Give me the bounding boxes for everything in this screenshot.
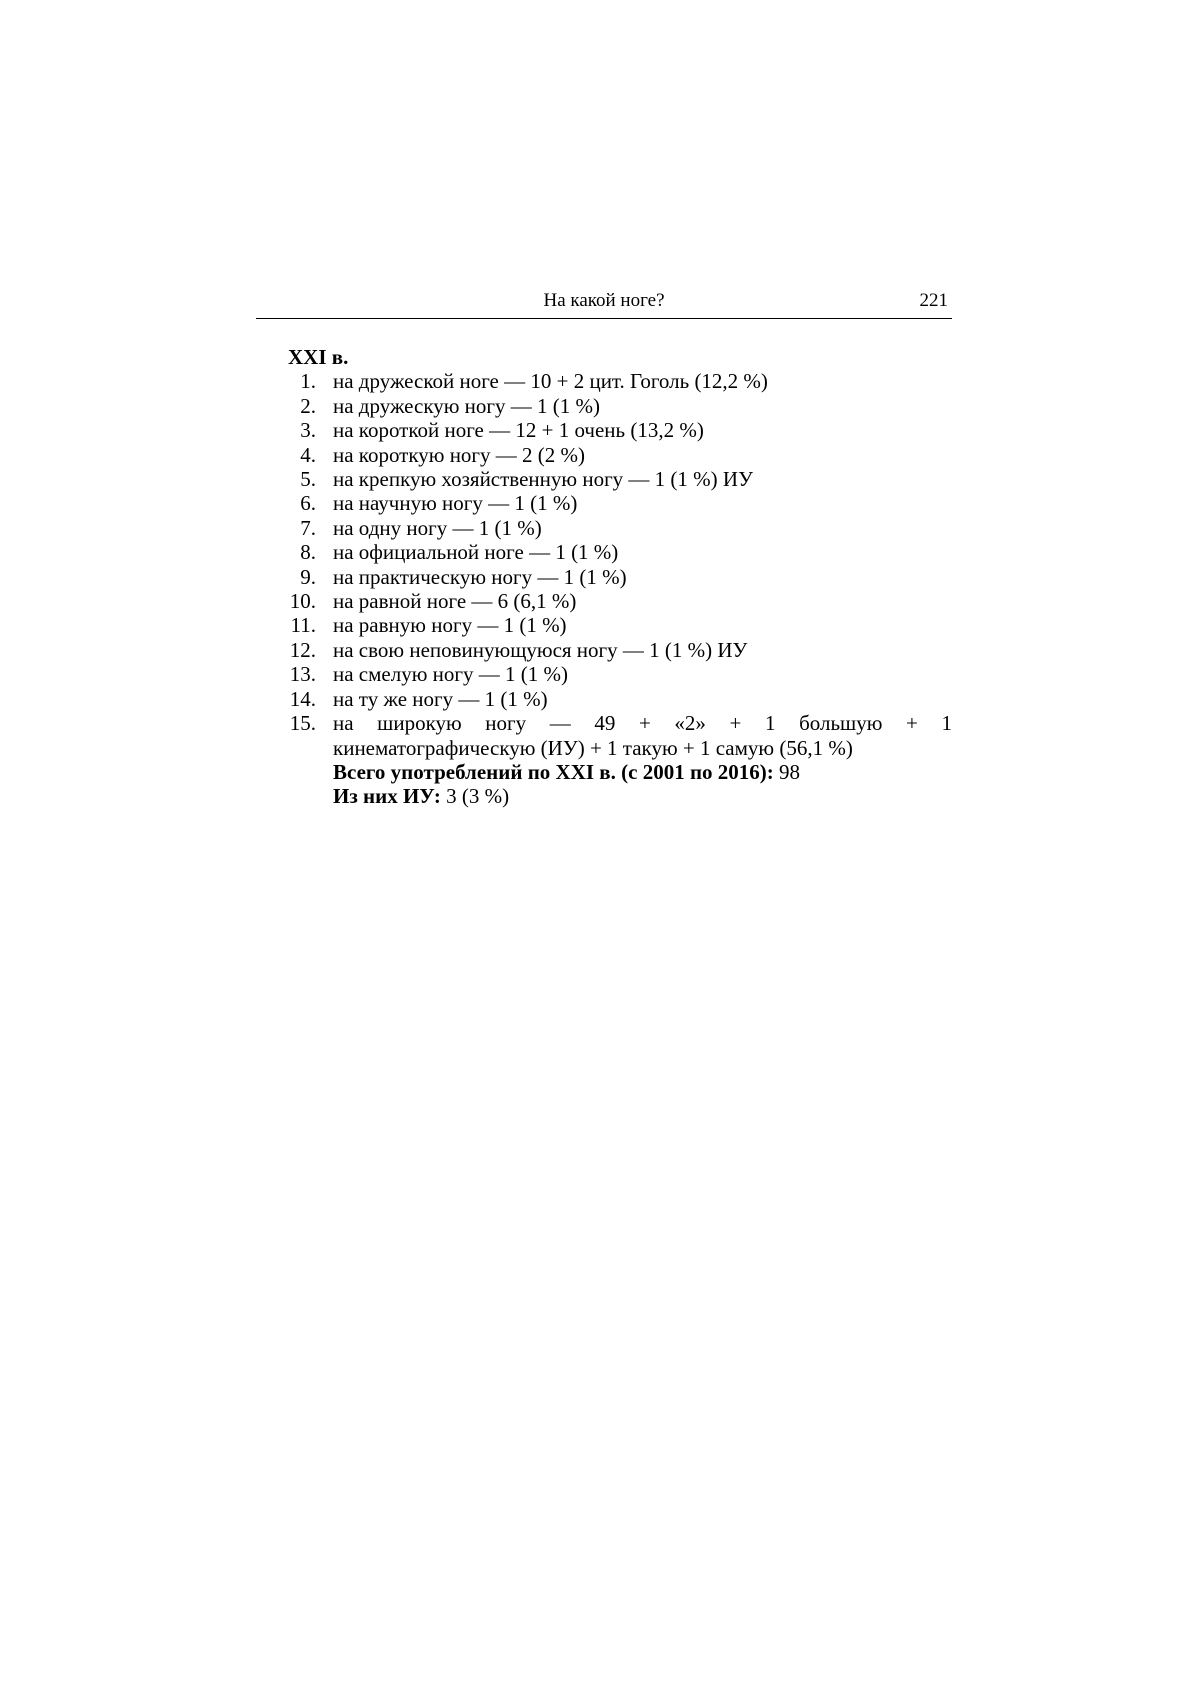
item-number: 15. [289, 711, 316, 736]
list-item [288, 418, 952, 442]
item-number: 10. [289, 589, 316, 614]
item-number: 6. [300, 491, 316, 516]
item-text: на официальной ноге — 1 (1 %) [333, 540, 619, 565]
item-text: на дружеской ноге — 10 + 2 цит. Гоголь (12,2 %) [333, 369, 768, 394]
running-header [256, 288, 952, 319]
item-text: на дружескую ногу — 1 (1 %) [333, 393, 601, 418]
iu-count-line [333, 784, 952, 808]
list-item [288, 662, 952, 686]
total-usage-value: 98 [773, 759, 801, 784]
list-item [288, 711, 952, 760]
item-text: на короткую ногу — 2 (2 %) [333, 442, 586, 467]
item-number: 8. [300, 540, 316, 565]
item-text: на научную ногу — 1 (1 %) [333, 491, 578, 516]
item-number: 5. [300, 467, 316, 492]
page-number: 221 [919, 290, 948, 311]
list-item [288, 540, 952, 564]
item-number: 12. [289, 637, 316, 662]
list-item [288, 491, 952, 515]
list-item [288, 369, 952, 393]
total-usage-line [333, 760, 952, 784]
list-item [288, 467, 952, 491]
list-item [288, 589, 952, 613]
item-text: на ту же ногу — 1 (1 %) [333, 686, 548, 711]
item-text: на крепкую хозяйственную ногу — 1 (1 %) ИУ [333, 467, 753, 492]
item-number: 9. [300, 564, 316, 589]
list-item [288, 613, 952, 637]
section-title: XXI в. [288, 345, 349, 369]
item-text: на смелую ногу — 1 (1 %) [333, 662, 568, 687]
item-text: на широкую ногу — 49 + «2» + 1 большую + 1 кинематографическую (ИУ) + 1 такую + 1 самую (56,1 %) [333, 711, 952, 760]
item-text: на равную ногу — 1 (1 %) [333, 613, 567, 638]
item-text: на равной ноге — 6 (6,1 %) [333, 589, 577, 614]
usage-list [288, 369, 952, 760]
main-content [288, 345, 952, 809]
list-item [288, 638, 952, 662]
item-number: 13. [289, 662, 316, 687]
iu-count-value: 3 (3 %) [440, 784, 510, 809]
item-number: 7. [300, 515, 316, 540]
item-number: 2. [300, 393, 316, 418]
list-item [288, 565, 952, 589]
item-text: на практическую ногу — 1 (1 %) [333, 564, 627, 589]
running-title: На какой ноге? [543, 290, 665, 311]
item-number: 3. [300, 418, 316, 443]
list-item [288, 687, 952, 711]
item-number: 4. [300, 442, 316, 467]
list-item [288, 443, 952, 467]
list-item [288, 394, 952, 418]
item-text: на короткой ноге — 12 + 1 очень (13,2 %) [333, 418, 704, 443]
list-item [288, 516, 952, 540]
item-number: 14. [289, 686, 316, 711]
item-number: 1. [300, 369, 316, 394]
total-usage-label: Всего употреблений по XXI в. (с 2001 по 2016): [333, 759, 774, 784]
item-text: на свою неповинующуюся ногу — 1 (1 %) ИУ [333, 637, 748, 662]
item-text: на одну ногу — 1 (1 %) [333, 515, 542, 540]
item-number: 11. [290, 613, 316, 638]
iu-count-label: Из них ИУ: [333, 784, 441, 809]
